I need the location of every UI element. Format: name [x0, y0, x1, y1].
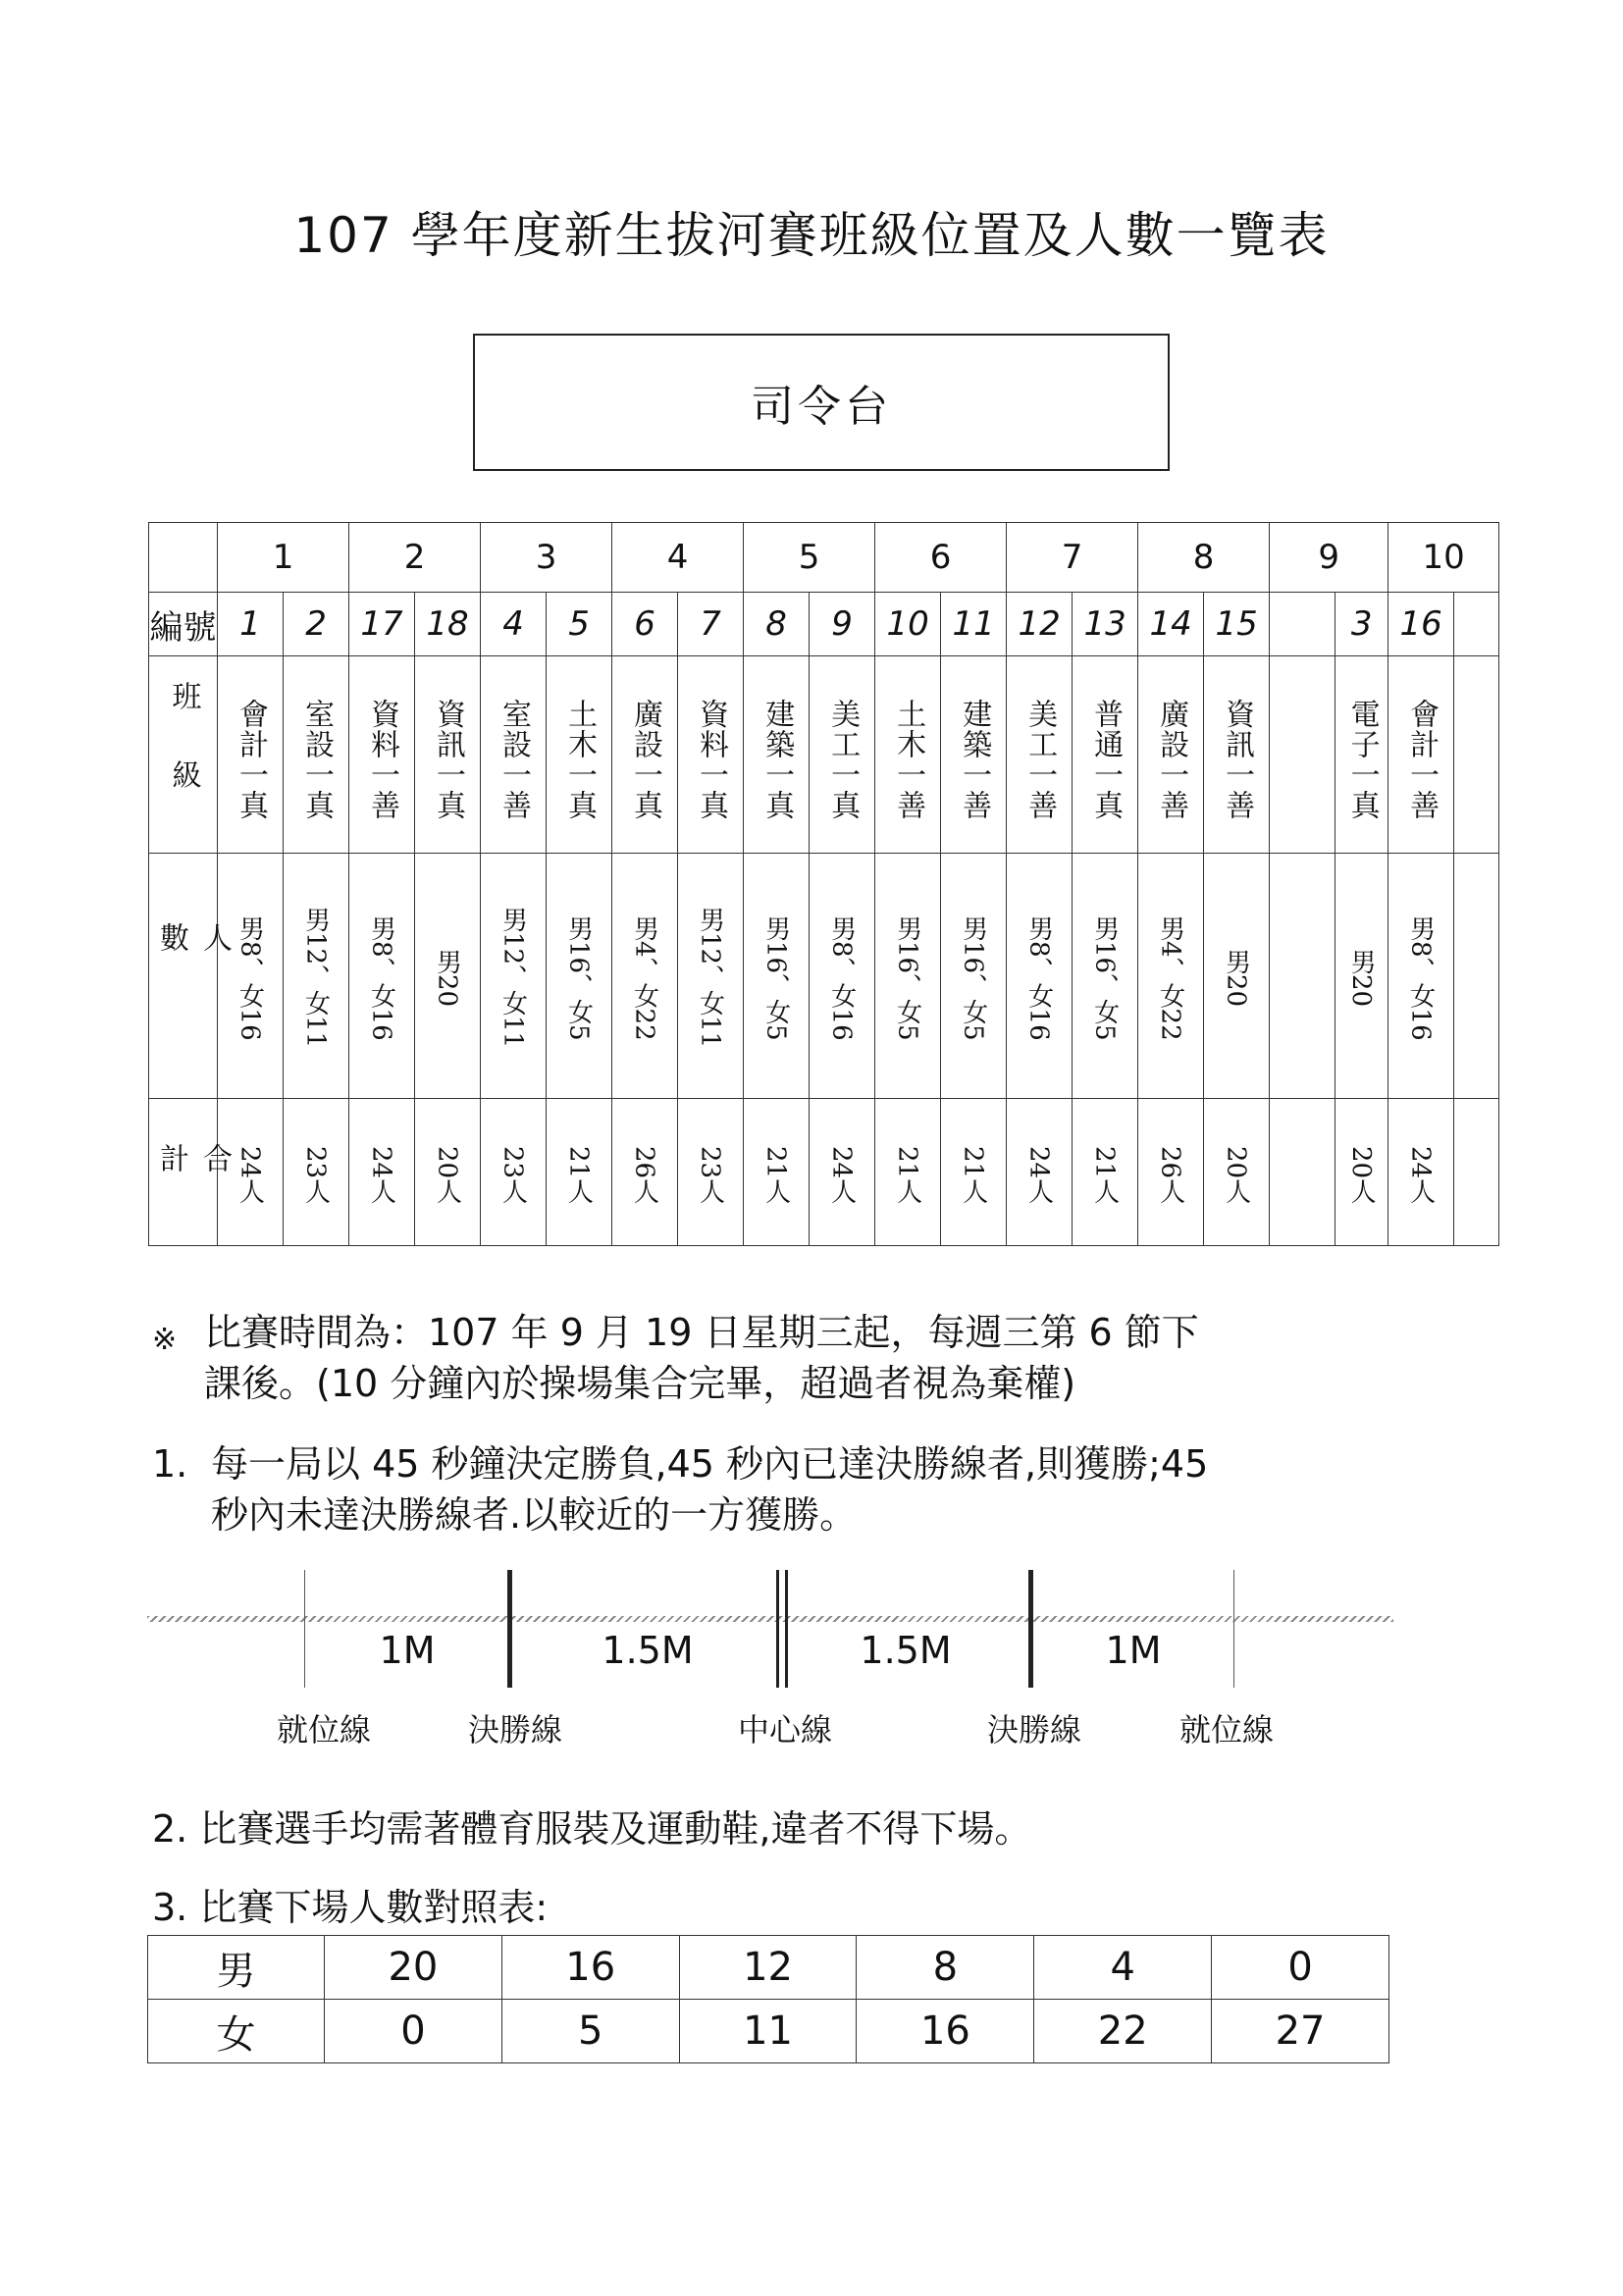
class-cell	[1270, 656, 1335, 854]
total-cell	[941, 1099, 1007, 1246]
line-label: 就位線	[1178, 1711, 1275, 1748]
rope-line	[147, 1616, 1393, 1622]
class-cell	[547, 656, 612, 854]
rule-2: 2. 比賽選手均需著體育服裝及運動鞋,違者不得下場。	[152, 1807, 1032, 1851]
total-cell	[810, 1099, 875, 1246]
position-cell: 8	[1138, 523, 1270, 593]
class-cell	[1454, 656, 1499, 854]
class-cell	[810, 656, 875, 854]
total-count: 21人	[892, 1145, 922, 1205]
field-line-diagram	[147, 1550, 1393, 1748]
people-cell	[678, 854, 744, 1099]
people-cell	[547, 854, 612, 1099]
row-label: 女	[148, 2000, 325, 2063]
people-count: 男8、女16	[1023, 914, 1054, 1041]
class-name: 資料一真	[694, 699, 729, 820]
class-cell	[678, 656, 744, 854]
number-row	[149, 593, 1499, 656]
total-row-header-text: 合計	[154, 1142, 232, 1212]
number-cell: 6	[612, 593, 678, 656]
people-cell	[1388, 854, 1454, 1099]
people-count: 男12、女11	[497, 907, 528, 1049]
number-cell: 3	[1335, 593, 1388, 656]
number-cell: 7	[678, 593, 744, 656]
number-cell: 2	[284, 593, 349, 656]
total-count: 21人	[1089, 1145, 1120, 1205]
number-cell: 17	[349, 593, 415, 656]
number-cell: 11	[941, 593, 1007, 656]
note-line-1: 比賽時間為：107 年 9 月 19 日星期三起，每週三第 6 節下	[204, 1311, 1199, 1354]
table-row	[148, 1936, 1389, 2000]
table-cell: 8	[857, 1936, 1034, 2000]
total-count: 24人	[1023, 1145, 1054, 1205]
number-cell: 5	[547, 593, 612, 656]
people-cell	[481, 854, 547, 1099]
table-cell: 27	[1212, 2000, 1389, 2063]
people-count: 男8、女16	[826, 914, 857, 1041]
total-count: 24人	[826, 1145, 857, 1205]
position-cell: 5	[744, 523, 875, 593]
table-cell: 4	[1034, 1936, 1212, 2000]
people-row-header-text: 人數	[154, 921, 232, 1040]
table-cell: 0	[1212, 1936, 1389, 2000]
rule-1-line-2: 秒內未達決勝線者.以較近的一方獲勝。	[211, 1493, 858, 1537]
table-cell: 22	[1034, 2000, 1212, 2063]
table-cell: 12	[679, 1936, 857, 2000]
number-row-header: 編號	[149, 593, 218, 656]
class-name: 土木一真	[562, 699, 598, 820]
position-corner-cell	[149, 523, 218, 593]
class-cell	[1007, 656, 1073, 854]
class-name: 室設一真	[299, 699, 334, 820]
people-cell	[810, 854, 875, 1099]
people-count: 男8、女16	[235, 914, 265, 1041]
class-cell	[941, 656, 1007, 854]
people-count: 男12、女11	[300, 907, 331, 1049]
position-cell: 9	[1270, 523, 1388, 593]
class-cell	[612, 656, 678, 854]
table-cell: 16	[501, 1936, 679, 2000]
people-cell	[1270, 854, 1335, 1099]
people-cell	[612, 854, 678, 1099]
people-cell	[1204, 854, 1270, 1099]
total-cell	[1388, 1099, 1454, 1246]
people-count: 男8、女16	[1405, 914, 1436, 1041]
class-name: 美工一善	[1022, 699, 1058, 820]
class-name: 廣設一善	[1154, 699, 1189, 820]
total-cell	[1454, 1099, 1499, 1246]
people-row-header	[149, 854, 232, 1099]
people-count: 男12、女11	[695, 907, 725, 1049]
people-cell	[744, 854, 810, 1099]
total-cell	[481, 1099, 547, 1246]
people-count: 男16、女5	[892, 914, 922, 1041]
total-count: 20人	[1221, 1145, 1251, 1205]
class-cell	[1388, 656, 1454, 854]
total-count: 24人	[235, 1145, 265, 1205]
class-name: 普通一真	[1088, 699, 1124, 820]
total-count: 26人	[629, 1145, 659, 1205]
number-cell: 10	[875, 593, 941, 656]
total-cell	[349, 1099, 415, 1246]
class-cell	[349, 656, 415, 854]
people-count: 男16、女5	[958, 914, 988, 1041]
note-mark: ※	[152, 1323, 178, 1357]
stage-box	[473, 334, 1170, 471]
total-cell	[284, 1099, 349, 1246]
total-cell	[612, 1099, 678, 1246]
table-row	[148, 2000, 1389, 2063]
line-label: 中心線	[737, 1711, 833, 1748]
center-line	[776, 1570, 788, 1688]
position-cell: 10	[1388, 523, 1499, 593]
class-cell	[744, 656, 810, 854]
people-cell	[415, 854, 481, 1099]
class-cell	[1073, 656, 1138, 854]
people-count: 男4、女22	[629, 914, 659, 1041]
table-cell: 20	[325, 1936, 502, 2000]
class-name: 會計一真	[234, 699, 268, 820]
class-cell	[1204, 656, 1270, 854]
decisive-line-right	[1028, 1570, 1033, 1688]
class-row-header-text: 班級	[166, 681, 201, 838]
total-cell	[1073, 1099, 1138, 1246]
total-count: 23人	[695, 1145, 725, 1205]
total-cell	[415, 1099, 481, 1246]
number-cell: 9	[810, 593, 875, 656]
people-count: 男16、女5	[760, 914, 791, 1041]
class-name: 美工一真	[825, 699, 861, 820]
class-cell	[415, 656, 481, 854]
table-cell: 16	[857, 2000, 1034, 2063]
people-count: 男20	[1221, 948, 1251, 1008]
number-cell: 12	[1007, 593, 1073, 656]
people-row	[149, 854, 1499, 1099]
class-name: 室設一善	[497, 699, 532, 820]
total-cell	[1007, 1099, 1073, 1246]
people-cell	[1007, 854, 1073, 1099]
class-name: 建築一真	[759, 699, 795, 820]
people-cell	[1335, 854, 1388, 1099]
total-cell	[744, 1099, 810, 1246]
total-count: 21人	[563, 1145, 594, 1205]
total-count: 26人	[1155, 1145, 1185, 1205]
total-cell	[547, 1099, 612, 1246]
number-cell: 1	[218, 593, 284, 656]
class-name: 資訊一真	[431, 699, 466, 820]
class-cell	[481, 656, 547, 854]
people-cell	[1454, 854, 1499, 1099]
total-count: 20人	[1346, 1145, 1377, 1205]
total-count: 21人	[958, 1145, 988, 1205]
people-cell	[1073, 854, 1138, 1099]
table-cell: 0	[325, 2000, 502, 2063]
class-name: 廣設一真	[628, 699, 663, 820]
total-count: 24人	[366, 1145, 396, 1205]
total-count: 21人	[760, 1145, 791, 1205]
people-count: 男16、女5	[563, 914, 594, 1041]
distance-label: 1.5M	[860, 1629, 952, 1672]
position-cell: 4	[612, 523, 744, 593]
total-count: 23人	[300, 1145, 331, 1205]
total-count: 23人	[497, 1145, 528, 1205]
class-cell	[1138, 656, 1204, 854]
rule-1-line-1: 每一局以 45 秒鐘決定勝負,45 秒內已達決勝線者,則獲勝;45	[211, 1442, 1209, 1486]
number-cell	[1270, 593, 1335, 656]
people-cell	[875, 854, 941, 1099]
position-cell: 6	[875, 523, 1007, 593]
position-cell: 2	[349, 523, 481, 593]
number-cell: 16	[1388, 593, 1454, 656]
number-cell: 15	[1204, 593, 1270, 656]
total-row-header	[149, 1099, 232, 1246]
people-count: 男16、女5	[1089, 914, 1120, 1041]
total-cell	[875, 1099, 941, 1246]
people-cell	[284, 854, 349, 1099]
class-cell	[1335, 656, 1388, 854]
table-cell: 5	[501, 2000, 679, 2063]
people-cell	[941, 854, 1007, 1099]
distance-label: 1.5M	[602, 1629, 694, 1672]
class-name: 會計一善	[1404, 699, 1440, 820]
total-cell	[1335, 1099, 1388, 1246]
people-count: 男20	[1346, 948, 1377, 1008]
class-name: 土木一善	[891, 699, 926, 820]
position-cell: 3	[481, 523, 612, 593]
people-count: 男20	[432, 948, 462, 1008]
class-cell	[875, 656, 941, 854]
number-cell	[1454, 593, 1499, 656]
total-count: 20人	[432, 1145, 462, 1205]
distance-label: 1M	[379, 1629, 436, 1672]
class-name: 資料一善	[365, 699, 400, 820]
rule-3: 3. 比賽下場人數對照表:	[152, 1886, 549, 1929]
distance-label: 1M	[1105, 1629, 1162, 1672]
line-label: 決勝線	[467, 1711, 563, 1748]
people-cell	[1138, 854, 1204, 1099]
ready-line-right	[1233, 1570, 1234, 1688]
total-count: 24人	[1405, 1145, 1436, 1205]
note-line-2: 課後。(10 分鐘內於操場集合完畢，超過者視為棄權)	[204, 1362, 1076, 1405]
line-label: 決勝線	[986, 1711, 1082, 1748]
class-name: 資訊一善	[1220, 699, 1255, 820]
row-label: 男	[148, 1936, 325, 2000]
class-name: 建築一善	[957, 699, 992, 820]
number-cell: 8	[744, 593, 810, 656]
total-cell	[1138, 1099, 1204, 1246]
class-cell	[218, 656, 284, 854]
number-cell: 14	[1138, 593, 1204, 656]
class-row	[149, 656, 1499, 854]
position-cell: 1	[218, 523, 349, 593]
people-cell	[349, 854, 415, 1099]
line-label: 就位線	[276, 1711, 372, 1748]
total-cell	[1270, 1099, 1335, 1246]
player-count-reference-table	[147, 1935, 1389, 2063]
page-title: 107 學年度新生拔河賽班級位置及人數一覽表	[293, 207, 1330, 264]
decisive-line-left	[507, 1570, 512, 1688]
table-cell: 11	[679, 2000, 857, 2063]
stage-label: 司令台	[751, 382, 892, 432]
ready-line-left	[304, 1570, 305, 1688]
people-count: 男4、女22	[1155, 914, 1185, 1041]
class-name: 電子一真	[1344, 699, 1380, 820]
total-cell	[678, 1099, 744, 1246]
number-cell: 18	[415, 593, 481, 656]
position-cell: 7	[1007, 523, 1138, 593]
people-count: 男8、女16	[366, 914, 396, 1041]
number-cell: 4	[481, 593, 547, 656]
total-cell	[1204, 1099, 1270, 1246]
class-row-header	[149, 656, 218, 854]
class-position-table	[148, 522, 1499, 1246]
class-cell	[284, 656, 349, 854]
total-row	[149, 1099, 1499, 1246]
number-cell: 13	[1073, 593, 1138, 656]
rule-1-number: 1.	[152, 1442, 188, 1486]
position-row	[149, 523, 1499, 593]
